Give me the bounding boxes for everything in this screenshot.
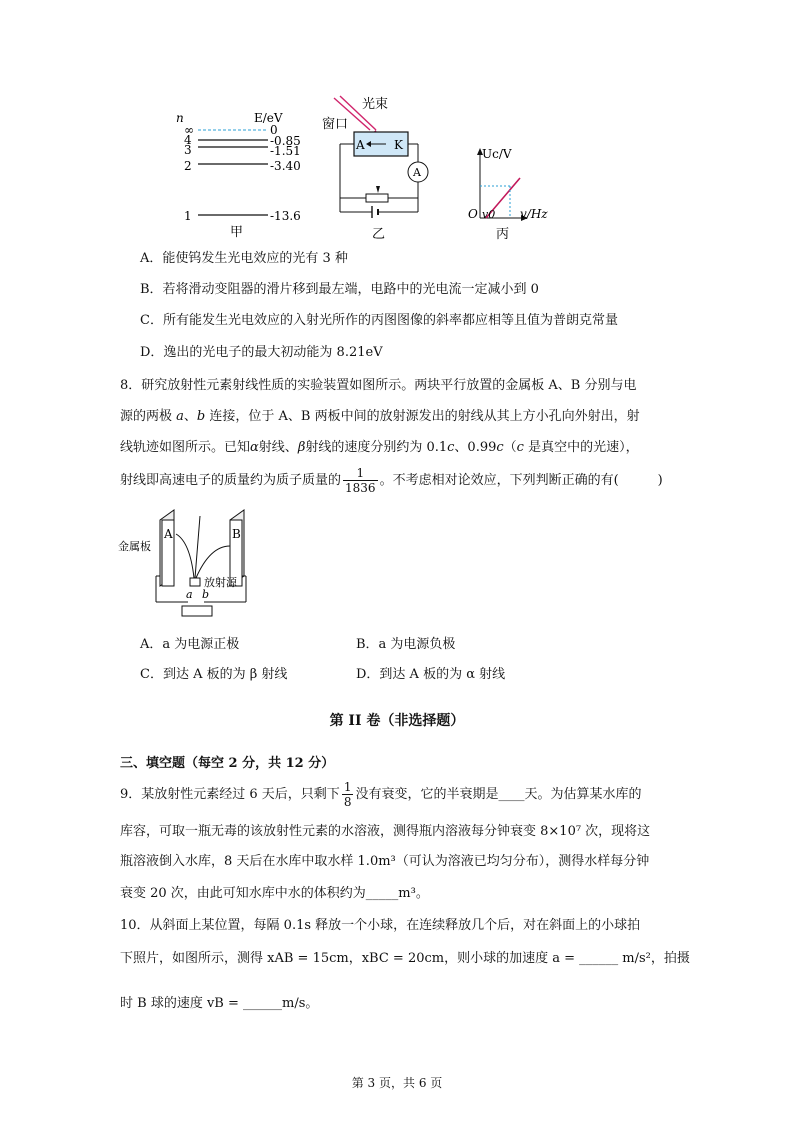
svg-text:A: A: [413, 166, 421, 179]
q8-line-3: 线轨迹如图所示。已知α射线、β射线的速度分别约为 0.1c、0.99c（c 是真空中的光速），: [120, 440, 639, 455]
svg-text:b: b: [202, 588, 210, 601]
q10-line-2: 下照片，如图所示，测得 xAB = 15cm，xBC = 20cm，则小球的加速度 a = ______ m/s²，拍摄: [120, 951, 690, 966]
jia-e-label: E/eV: [254, 111, 283, 125]
q8-line-1: 8．研究放射性元素射线性质的实验装置如图所示。两块平行放置的金属板 A、B 分别与电: [120, 378, 637, 393]
svg-text:0: 0: [270, 123, 278, 137]
svg-text:a: a: [186, 588, 193, 601]
q8-line-2: 源的两极 a、b 连接，位于 A、B 两板中间的放射源发出的射线从其上方小孔向外射出，射: [120, 409, 640, 424]
part-3-heading: 三、填空题（每空 2 分，共 12 分）: [120, 756, 335, 771]
q8-option-d: D．到达 A 板的为 α 射线: [356, 667, 506, 682]
svg-text:v/Hz: v/Hz: [520, 207, 548, 221]
svg-text:-3.40: -3.40: [270, 159, 301, 173]
svg-text:4: 4: [184, 133, 192, 147]
svg-text:K: K: [394, 138, 403, 152]
q8-line-4: 射线即高速电子的质量约为质子质量的 $\frac{1}{1836}$ 。不考虑相对论效应，下列判断正确的有( ): [120, 466, 663, 495]
svg-text:3: 3: [184, 143, 192, 157]
q7-option-a: A．能使钨发生光电效应的光有 3 种: [140, 251, 348, 266]
svg-text:放射源: 放射源: [204, 576, 237, 589]
svg-text:-0.85: -0.85: [270, 134, 301, 148]
window-label: 窗口: [322, 117, 349, 132]
svg-text:1: 1: [184, 209, 192, 223]
q9-line-2: 库容，可取一瓶无毒的该放射性元素的水溶液，测得瓶内溶液每分钟衰变 8×10⁷ 次，现将这: [120, 824, 651, 839]
figure-yi: [318, 94, 438, 240]
svg-text:-13.6: -13.6: [270, 209, 301, 223]
svg-text:-1.51: -1.51: [270, 144, 301, 158]
q8-option-b: B．a 为电源负极: [356, 637, 456, 652]
q10-line-1: 10．从斜面上某位置，每隔 0.1s 释放一个小球，在连续释放几个后，对在斜面上的小球拍: [120, 918, 641, 933]
q9-line-3: 瓶溶液倒入水库，8 天后在水库中取水样 1.0m³（可认为溶液已均匀分布），测得水样每分钟: [120, 854, 650, 869]
svg-text:金属板: 金属板: [118, 540, 151, 553]
q9-line-1: 9．某放射性元素经过 6 天后，只剩下 $\frac{1}{8}$ 没有衰变，它的半衰期是____天。为估算某水库的: [120, 780, 642, 809]
q10-line-3: 时 B 球的速度 vB = ______m/s。: [120, 996, 319, 1011]
svg-text:v0: v0: [482, 208, 496, 221]
figure-bing: [452, 144, 552, 240]
q9-line-4: 衰变 20 次，由此可知水库中水的体积约为_____m³。: [120, 886, 429, 901]
fraction-1-1836: $\frac{1}{1836}$: [345, 466, 376, 495]
caption-bing: 丙: [496, 227, 510, 240]
caption-jia: 甲: [230, 225, 244, 238]
svg-text:2: 2: [184, 159, 192, 173]
svg-text:O: O: [468, 207, 478, 221]
q8-option-a: A．a 为电源正极: [140, 637, 240, 652]
svg-text:∞: ∞: [184, 123, 194, 137]
q7-option-c: C．所有能发生光电效应的入射光所作的丙图图像的斜率都应相等且值为普朗克常量: [140, 313, 618, 328]
figure-jia: [170, 108, 310, 238]
svg-text:B: B: [232, 527, 241, 541]
svg-text:Uc/V: Uc/V: [482, 147, 512, 161]
svg-text:A: A: [164, 527, 173, 541]
jia-n-label: n: [176, 111, 184, 125]
svg-text:A: A: [356, 138, 365, 152]
q8-option-c: C．到达 A 板的为 β 射线: [140, 667, 288, 682]
fraction-1-8: $\frac{1}{8}$: [343, 780, 352, 809]
beam-label: 光束: [362, 97, 389, 112]
figure-q8: [118, 506, 268, 622]
caption-yi: 乙: [372, 227, 386, 240]
section-title: 第 II 卷（非选择题）: [329, 713, 465, 729]
page-footer: 第 3 页，共 6 页: [351, 1076, 443, 1090]
q7-option-b: B．若将滑动变阻器的滑片移到最左端，电路中的光电流一定减小到 0: [140, 282, 539, 297]
q7-option-d: D．逸出的光电子的最大初动能为 8.21eV: [140, 345, 383, 360]
